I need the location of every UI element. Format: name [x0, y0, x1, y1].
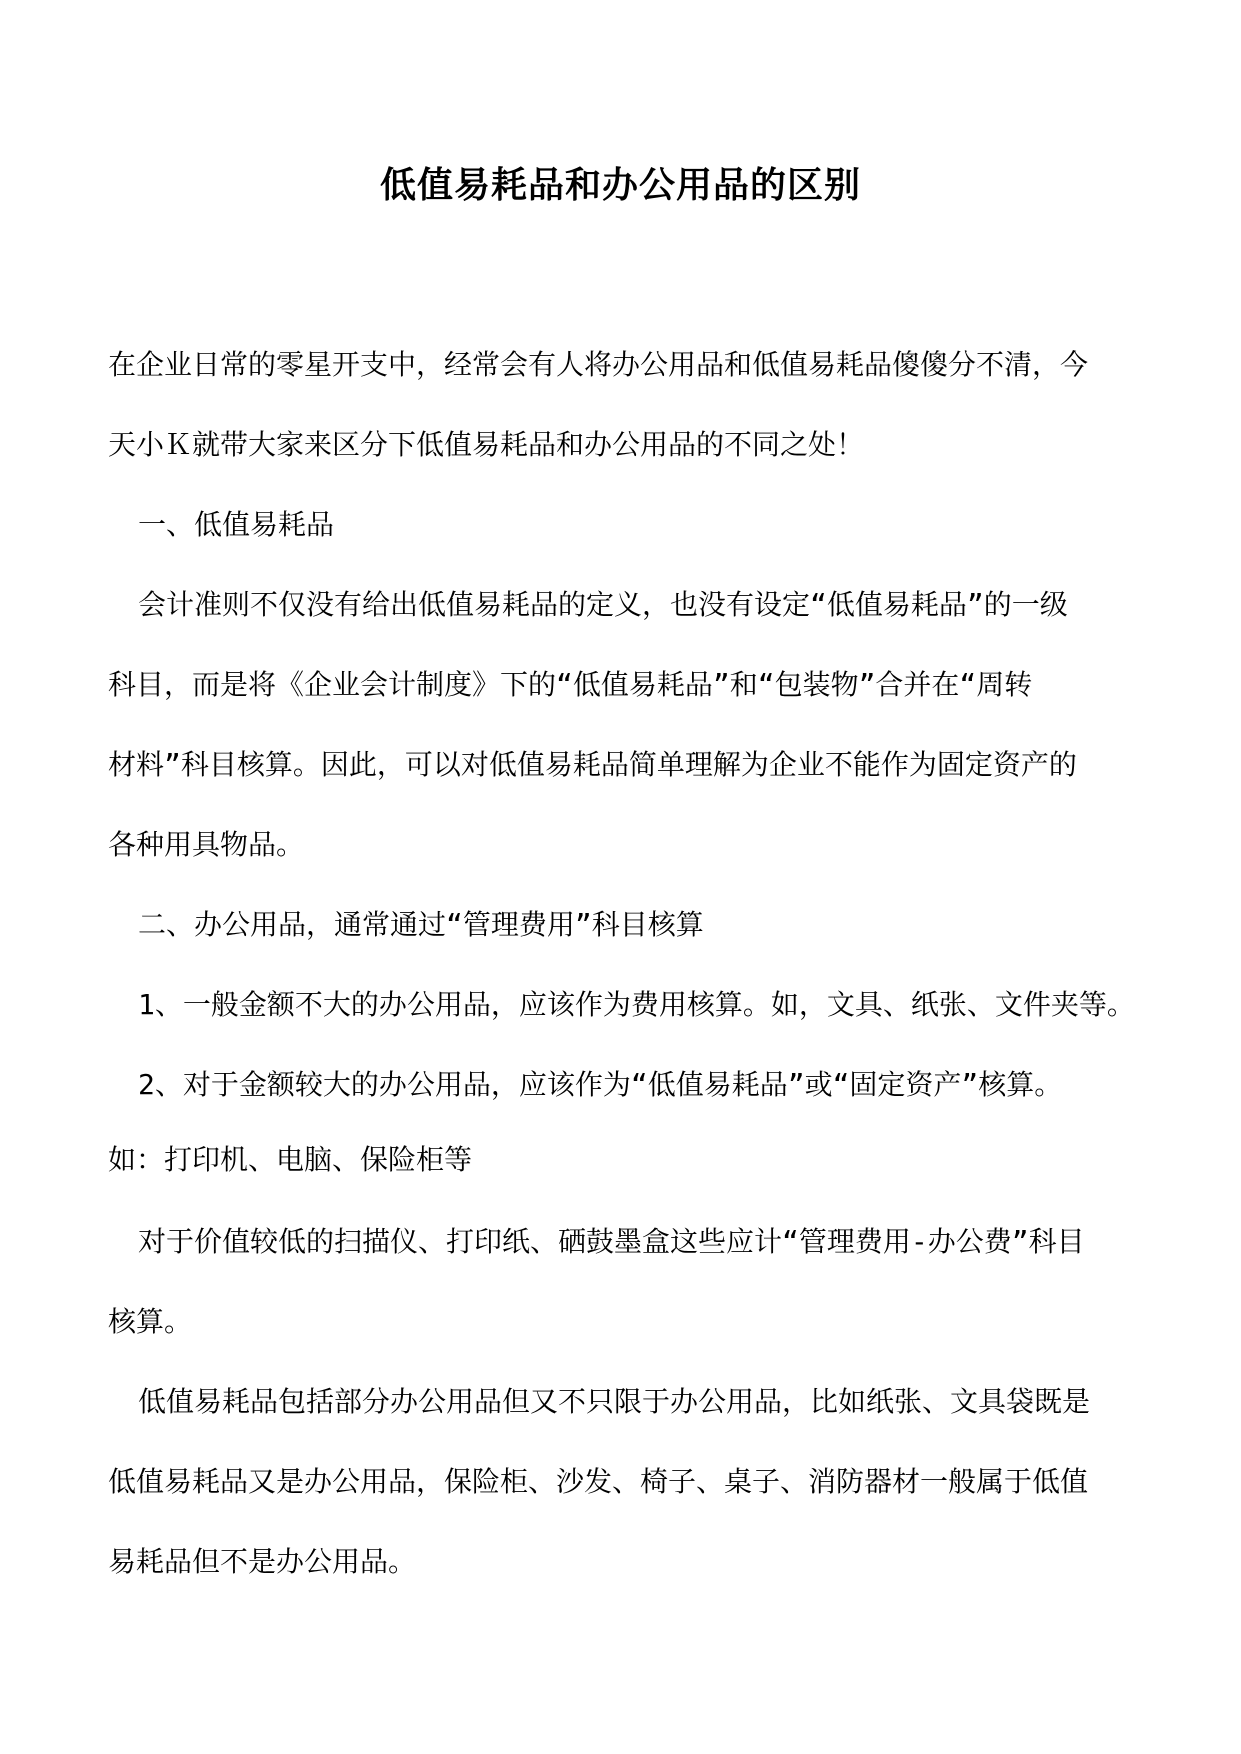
paragraph-line: 材料”科目核算。因此，可以对低值易耗品简单理解为企业不能作为固定资产的	[108, 748, 1077, 781]
paragraph-line: 2、对于金额较大的办公用品，应该作为“低值易耗品”或“固定资产”核算。	[138, 1068, 1063, 1101]
paragraph-line: 1、一般金额不大的办公用品，应该作为费用核算。如，文具、纸张、文件夹等。	[138, 988, 1135, 1021]
document-title: 低值易耗品和办公用品的区别	[379, 164, 861, 206]
section-heading: 二、办公用品，通常通过“管理费用”科目核算	[138, 908, 704, 941]
paragraph-line: 易耗品但不是办公用品。	[108, 1545, 417, 1578]
paragraph-line: 低值易耗品又是办公用品，保险柜、沙发、椅子、桌子、消防器材一般属于低值	[108, 1465, 1089, 1498]
paragraph-line: 天小Ｋ就带大家来区分下低值易耗品和办公用品的不同之处！	[108, 428, 865, 461]
paragraph-line: 各种用具物品。	[108, 828, 305, 861]
paragraph-line: 会计准则不仅没有给出低值易耗品的定义，也没有设定“低值易耗品”的一级	[138, 588, 1068, 621]
paragraph-line: 如：打印机、电脑、保险柜等	[108, 1143, 473, 1176]
paragraph-line: 对于价值较低的扫描仪、打印纸、硒鼓墨盒这些应计“管理费用-办公费”科目	[138, 1225, 1085, 1258]
paragraph-line: 核算。	[108, 1305, 193, 1338]
section-heading: 一、低值易耗品	[138, 508, 335, 541]
paragraph-line: 在企业日常的零星开支中，经常会有人将办公用品和低值易耗品傻傻分不清，今	[108, 348, 1089, 381]
paragraph-line: 科目，而是将《企业会计制度》下的“低值易耗品”和“包装物”合并在“周转	[108, 668, 1033, 701]
paragraph-line: 低值易耗品包括部分办公用品但又不只限于办公用品，比如纸张、文具袋既是	[138, 1385, 1091, 1418]
